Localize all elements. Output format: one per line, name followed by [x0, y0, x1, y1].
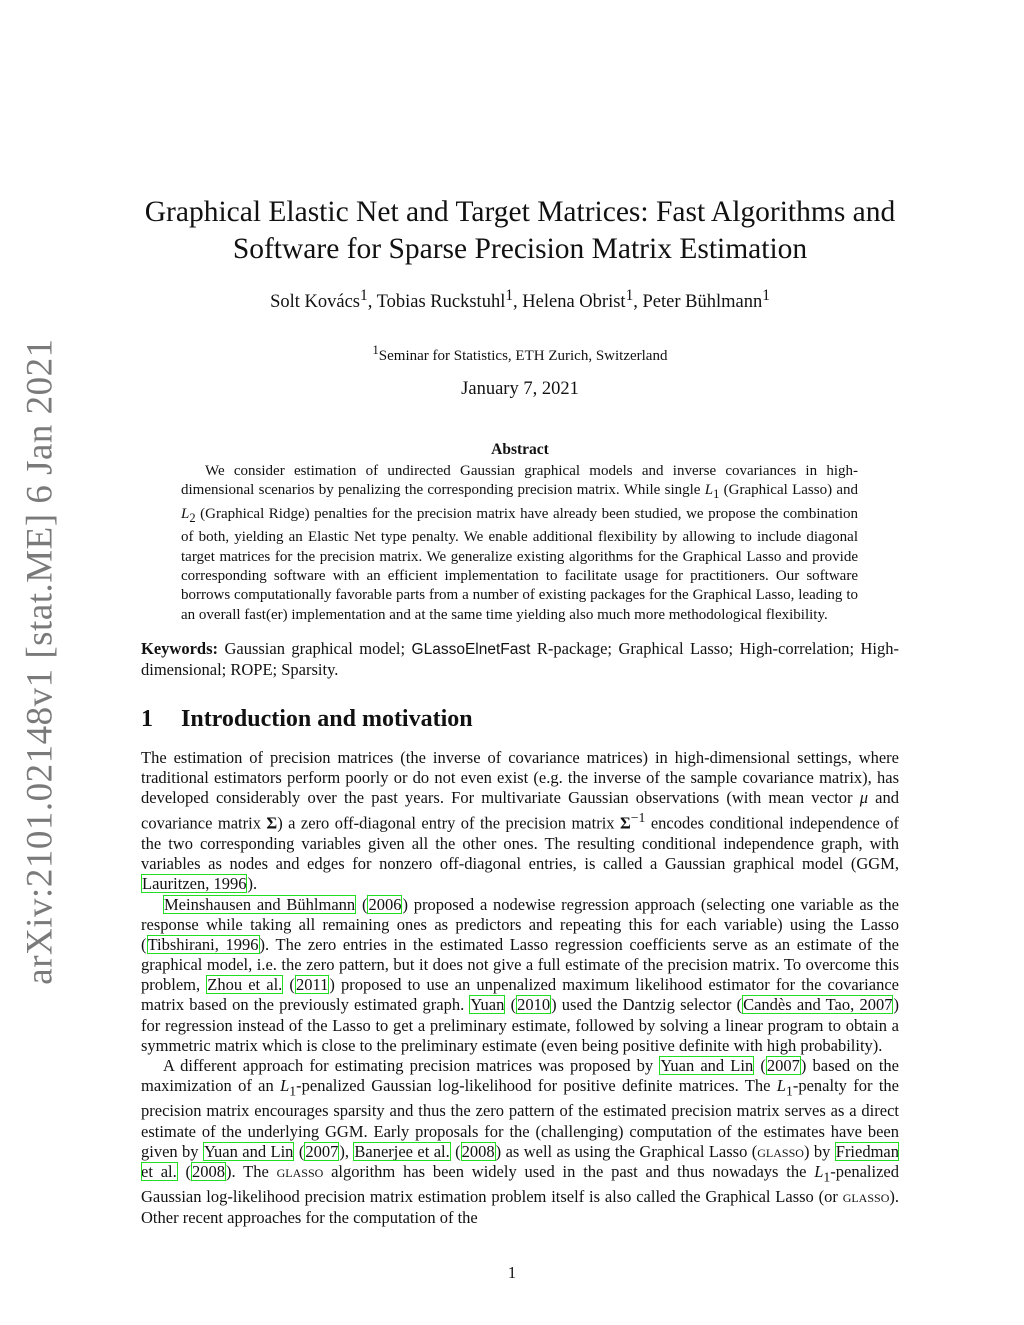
citation-link[interactable]: Zhou et al.	[207, 975, 283, 995]
abstract-text: (Graphical Ridge) penalties for the precision matrix have already been studied, we propose the combination of both, yielding an Elastic Net type penalty. We enable additional flexibility by allowing to include diagonal target matrices for the precision matrix. We generalize existing algorithms for the Graphical Lasso and provide corresponding software with an efficient implementation to facilitate usage for practitioners. Our software borrows computationally favorable parts from a number of existing packages for the Graphical Lasso, leading to an overall fast(er) implementation and at the same time yielding also much more methodological flexibility.	[181, 505, 858, 623]
affiliation	[120, 343, 920, 365]
citation-link[interactable]: 2008	[192, 1161, 226, 1181]
section-heading	[141, 706, 473, 733]
page-number: 1	[507, 1263, 517, 1282]
author-name: Peter Bühlmann	[642, 292, 763, 313]
author-affiliation-mark: 1	[625, 287, 634, 304]
title-line-1: Graphical Elastic Net and Target Matrices: Fast Algorithms and	[144, 196, 896, 228]
glasso-term: glasso	[757, 1141, 804, 1161]
abstract-text: (Graphical Lasso) and	[719, 482, 859, 499]
author-name: Helena Obrist	[522, 292, 626, 313]
abstract-text: We consider estimation of undirected Gaussian graphical models and inverse covariances in high-dimensional scenarios by penalizing the corresponding precision matrix. While single	[181, 463, 858, 499]
keywords	[141, 639, 899, 680]
citation-link[interactable]: 2007	[766, 1055, 800, 1075]
citation-link[interactable]: 2008	[461, 1141, 495, 1161]
citation-link[interactable]: Friedman et al.	[141, 1141, 900, 1181]
keywords-text: Gaussian graphical model;	[218, 639, 412, 658]
author-affiliation-mark: 1	[505, 287, 514, 304]
glasso-term: glasso	[276, 1161, 324, 1181]
citation-link[interactable]: 2007	[305, 1141, 339, 1161]
citation-link[interactable]: Candès and Tao, 2007	[743, 995, 893, 1015]
arxiv-watermark	[10, 337, 70, 985]
paragraph: A different approach for estimating precision matrices was proposed by Yuan and Lin (2007) based on the maximization of an $L_1$-penalized Gaussian log-likelihood for positive definite matrices. The $L_1$-penalty for the precision matrix encourages sparsity and thus the zero pattern of the estimated precision matrix serves as a direct estimate of the underlying GGM. Early proposals for the (challenging) computation of the estimates have been given by Yuan and Lin (2007), Banerjee et al. (2008) as well as using the Graphical Lasso (glasso) by Friedman et al. (2008). The glasso algorithm has been widely used in the past and thus nowadays the $L_1$-penalized Gaussian log-likelihood precision matrix estimation problem itself is also called the Graphical Lasso (or glasso). Other recent approaches for the computation of the	[141, 1055, 900, 1227]
paper-title	[120, 194, 920, 268]
paragraph: Meinshausen and Bühlmann (2006) proposed a nodewise regression approach (selecting one variable as the response while taking all remaining ones as predictors and repeating this for each variable) using the Lasso (Tibshirani, 1996). The zero entries in the estimated Lasso regression coefficients serve as an estimate of the graphical model, i.e. the zero pattern, but it does not give a full estimate of the precision matrix. To overcome this problem, Zhou et al. (2011) proposed to use an unpenalized maximum likelihood estimator for the covariance matrix based on the previously estimated graph. Yuan (2010) used the Dantzig selector (Candès and Tao, 2007) for regression instead of the Lasso to get a preliminary estimate, followed by solving a linear program to obtain a symmetric matrix which is close to the preliminary estimate (even being positive definite with high probability).	[141, 894, 899, 1055]
citation-link[interactable]: Lauritzen, 1996	[142, 874, 247, 894]
arxiv-identifier: arXiv:2101.02148v1 [stat.ME] 6 Jan 2021	[19, 337, 61, 985]
citation-link[interactable]: 2006	[368, 894, 402, 914]
citation-link[interactable]: Yuan and Lin	[203, 1141, 294, 1161]
affiliation-mark: 1	[372, 343, 379, 357]
citation-link[interactable]: Banerjee et al.	[354, 1141, 450, 1161]
citation-link[interactable]: 2011	[295, 975, 329, 995]
paragraph: The estimation of precision matrices (the inverse of covariance matrices) in high-dimensional settings, where traditional estimators perform poorly or do not even exist (e.g. the inverse of the sample covariance matrix), has developed considerably over the past years. For multivariate Gaussian observations (with mean vector μ and covariance matrix Σ) a zero off-diagonal entry of the precision matrix $\Sigma^{-1}$ encodes conditional independence of the two corresponding variables given all the other ones. The resulting conditional independence graph, with variables as nodes and edges for nonzero off-diagonal entries, is called a Gaussian graphical model (GGM, Lauritzen, 1996).	[141, 748, 899, 894]
section-body	[141, 748, 899, 1228]
glasso-term: glasso	[842, 1187, 890, 1207]
keywords-text: R-package; Graphical Lasso; High-correlation; High-dimensional; ROPE; Sparsity.	[141, 639, 900, 679]
author-name: Solt Kovács	[270, 292, 360, 313]
section-title: Introduction and motivation	[181, 706, 473, 732]
author-name: Tobias Ruckstuhl	[376, 292, 506, 313]
author-affiliation-mark: 1	[360, 287, 368, 304]
author-affiliation-mark: 1	[762, 287, 770, 304]
abstract-body: We consider estimation of undirected Gaussian graphical models and inverse covariances in high-dimensional scenarios by penalizing the corresponding precision matrix. While single $L_1$ (Graphical Lasso) and $L_2$ (Graphical Ridge) penalties for the precision matrix have already been studied, we propose the combination of both, yielding an Elastic Net type penalty. We enable additional flexibility by allowing to include diagonal target matrices for the precision matrix. We generalize existing algorithms for the Graphical Lasso and provide corresponding software with an efficient implementation to facilitate usage for practitioners. Our software borrows computationally favorable parts from a number of existing packages for the Graphical Lasso, leading to an overall fast(er) implementation and at the same time yielding also much more methodological flexibility.	[181, 463, 859, 623]
citation-link[interactable]: Meinshausen and Bühlmann	[164, 894, 356, 914]
section-number: 1	[141, 706, 153, 732]
citation-link[interactable]: Yuan and Lin	[660, 1055, 754, 1075]
author-list: Solt Kovács$^1$, Tobias Ruckstuhl$^1$, Helena Obrist$^1$, Peter Bühlmann$^1$	[270, 287, 770, 313]
citation-link[interactable]: Yuan	[470, 995, 505, 1015]
abstract-heading: Abstract	[491, 441, 549, 458]
keywords-label: Keywords:	[141, 639, 218, 658]
citation-link[interactable]: 2010	[517, 995, 551, 1015]
affiliation-text: Seminar for Statistics, ETH Zurich, Switzerland	[378, 348, 668, 364]
citation-link[interactable]: Tibshirani, 1996	[147, 934, 259, 954]
package-name: GLassoElnetFast	[411, 641, 531, 658]
title-line-2: Software for Sparse Precision Matrix Estimation	[232, 233, 808, 265]
paper-date: January 7, 2021	[461, 379, 579, 399]
